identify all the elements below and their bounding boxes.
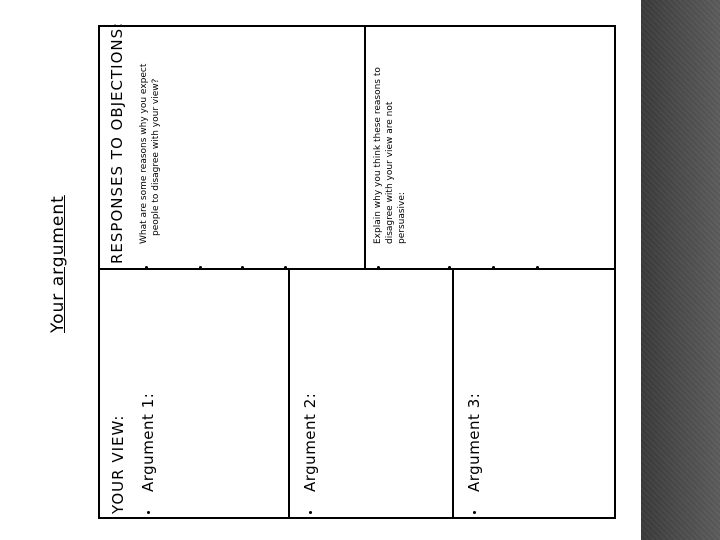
bullet: [145, 266, 148, 269]
argument-3-label: Argument 3:: [465, 392, 483, 492]
bullet: [199, 266, 202, 269]
worksheet-table: [98, 25, 616, 519]
table-divider-objections-responses: [364, 25, 366, 270]
page-title: Your argument: [48, 195, 68, 333]
bullet: [377, 266, 380, 269]
bullet: [147, 511, 150, 514]
argument-1-label: Argument 1:: [139, 392, 157, 492]
argument-2-label: Argument 2:: [301, 392, 319, 492]
bullet: [241, 266, 244, 269]
responses-prompt: Explain why you think these reasons to disagree with your view are not persuasive:: [373, 67, 407, 244]
responses-header: RESPONSES TO OBJECTIONS:: [108, 21, 126, 264]
bullet: [309, 511, 312, 514]
objections-prompt: What are some reasons why you expect people to disagree with your view?: [139, 63, 161, 244]
table-divider-arg2-arg3: [452, 269, 454, 519]
your-view-header: YOUR VIEW:: [109, 414, 127, 514]
bullet: [473, 511, 476, 514]
table-divider-arg1-arg2: [288, 269, 290, 519]
bullet: [536, 266, 539, 269]
bullet: [284, 266, 287, 269]
bullet: [448, 266, 451, 269]
bullet: [492, 266, 495, 269]
right-sidebar-decoration: [641, 0, 720, 540]
